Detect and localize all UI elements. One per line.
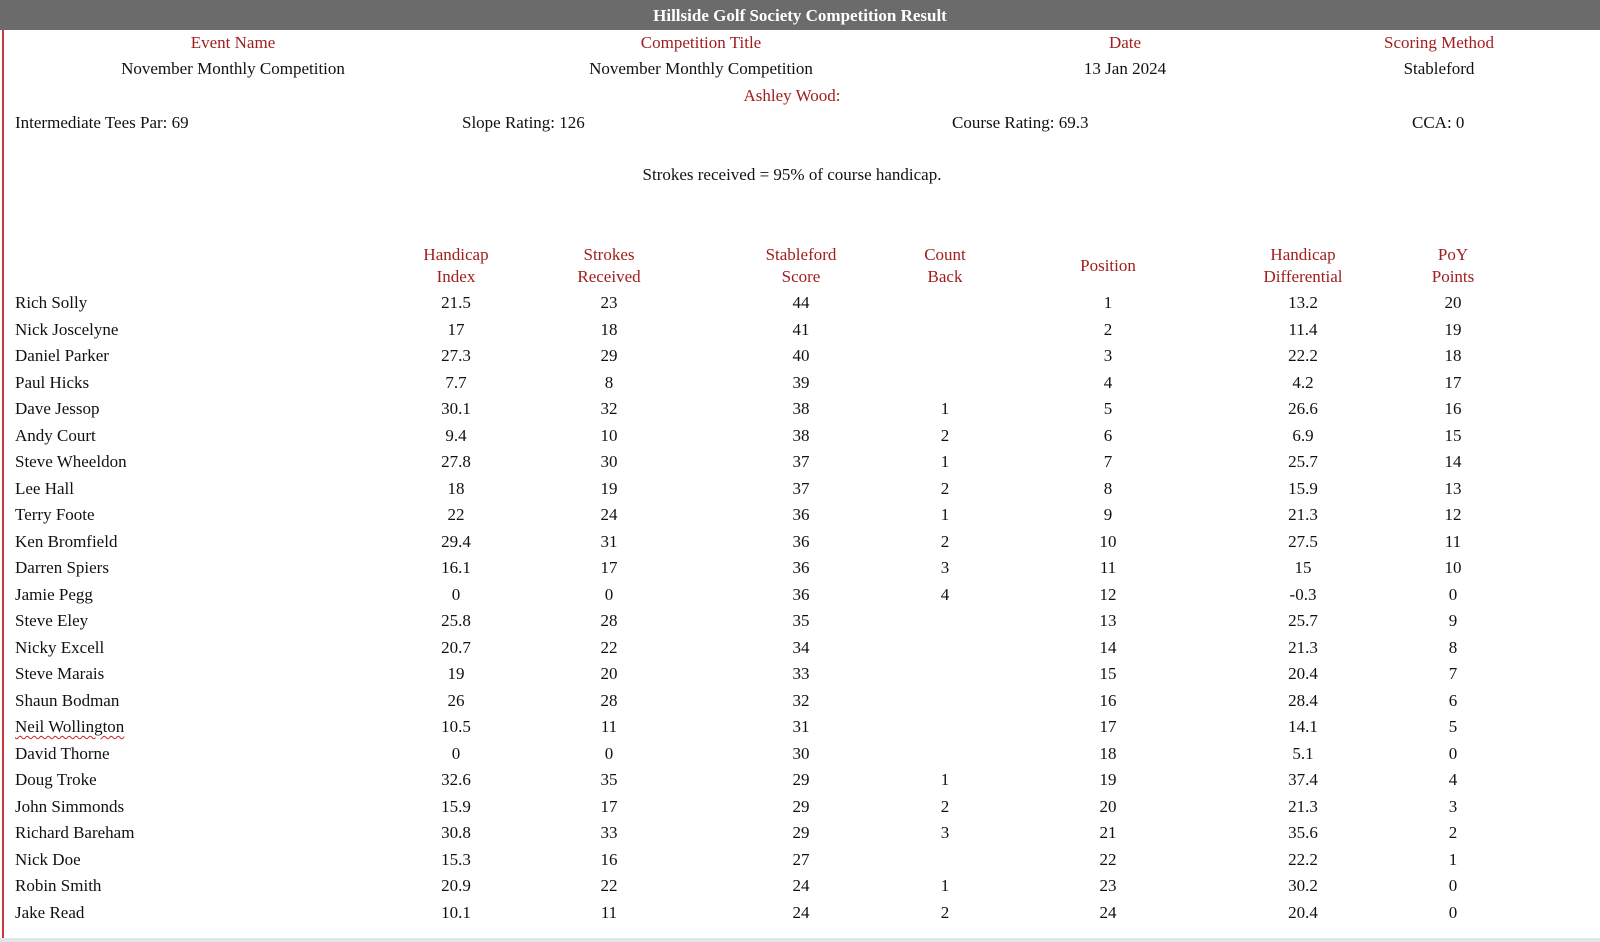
count-back: 1 <box>940 505 950 524</box>
stableford-score: 38 <box>792 425 810 445</box>
handicap-index: 21.5 <box>441 293 471 312</box>
player-name: Jamie Pegg <box>15 584 93 604</box>
stableford-score: 29 <box>792 823 810 842</box>
table-row <box>0 369 1600 396</box>
handicap-index: 32.6 <box>441 770 471 789</box>
table-row <box>0 872 1600 899</box>
handicap-differential: -0.3 <box>1289 584 1317 604</box>
report-title: Hillside Golf Society Competition Result <box>0 0 1600 30</box>
stableford-score: 35 <box>792 611 810 630</box>
handicap-differential: 5.1 <box>1292 743 1314 763</box>
player-name: Lee Hall <box>15 478 74 498</box>
table-row <box>0 660 1600 687</box>
player-name: Robin Smith <box>15 876 102 895</box>
table-row <box>0 554 1600 581</box>
stableford-score: 41 <box>792 319 810 339</box>
player-name: Darren Spiers <box>15 558 109 577</box>
table-row <box>0 448 1600 475</box>
stableford-score: 34 <box>792 637 810 657</box>
col-header-position: Position <box>1080 256 1136 275</box>
count-back: 1 <box>940 399 950 418</box>
count-back: 1 <box>940 770 950 789</box>
table-row <box>0 581 1600 608</box>
handicap-index: 26 <box>447 690 465 710</box>
position: 24 <box>1099 902 1117 922</box>
poy-points: 4 <box>1448 770 1458 789</box>
position: 23 <box>1099 876 1117 895</box>
player-name: Jake Read <box>15 902 85 922</box>
handicap-index: 17 <box>447 319 465 339</box>
handicap-index: 20.9 <box>441 876 471 895</box>
handicap-differential: 6.9 <box>1292 425 1314 445</box>
handicap-differential: 20.4 <box>1288 664 1318 683</box>
table-row <box>0 607 1600 634</box>
strokes-received: 22 <box>600 876 618 895</box>
strokes-received: 11 <box>600 717 618 736</box>
position: 22 <box>1099 849 1117 869</box>
player-name: Doug Troke <box>15 770 97 789</box>
poy-points: 0 <box>1448 584 1458 604</box>
position: 4 <box>1103 372 1113 392</box>
col-header-line: Strokes <box>583 245 635 264</box>
table-row <box>0 395 1600 422</box>
handicap-differential: 4.2 <box>1292 372 1314 392</box>
col-header-line: PoY <box>1437 245 1469 264</box>
poy-points: 0 <box>1448 876 1458 895</box>
stableford-score: 44 <box>792 293 810 312</box>
position: 16 <box>1099 690 1117 710</box>
handicap-differential: 27.5 <box>1288 531 1318 551</box>
competition-title-label: Competition Title <box>640 33 762 52</box>
player-name: Terry Foote <box>15 505 95 524</box>
handicap-differential: 37.4 <box>1288 770 1318 789</box>
position: 15 <box>1099 664 1117 683</box>
player-name: Nick Joscelyne <box>15 319 119 339</box>
player-name: Steve Wheeldon <box>15 452 127 471</box>
player-name: Daniel Parker <box>15 346 109 365</box>
strokes-received: 18 <box>600 319 618 339</box>
position: 21 <box>1099 823 1117 842</box>
handicap-differential: 15 <box>1294 558 1312 577</box>
handicap-differential: 21.3 <box>1288 637 1318 657</box>
handicap-index: 18 <box>447 478 465 498</box>
competition-title-value: November Monthly Competition <box>589 59 813 78</box>
stableford-score: 24 <box>792 902 810 922</box>
strokes-received: 24 <box>600 505 618 524</box>
strokes-received: 8 <box>604 372 614 392</box>
handicap-differential: 15.9 <box>1288 478 1318 498</box>
player-name: Neil Wollington <box>15 717 125 736</box>
stableford-score: 29 <box>792 770 810 789</box>
slope-rating: Slope Rating: 126 <box>462 113 585 132</box>
strokes-received: 11 <box>600 902 618 922</box>
stableford-score: 31 <box>792 717 810 736</box>
handicap-index: 19 <box>447 664 465 683</box>
handicap-index: 9.4 <box>445 425 467 445</box>
count-back: 2 <box>940 902 950 922</box>
handicap-index: 29.4 <box>441 531 471 551</box>
handicap-differential: 13.2 <box>1288 293 1318 312</box>
handicap-differential: 22.2 <box>1288 346 1318 365</box>
scoring-method-value: Stableford <box>1403 59 1475 78</box>
col-header-line: Handicap <box>423 245 489 264</box>
stableford-score: 39 <box>792 372 810 392</box>
strokes-received: 17 <box>600 558 618 577</box>
table-row <box>0 528 1600 555</box>
stableford-score: 27 <box>792 849 810 869</box>
table-row <box>0 634 1600 661</box>
event-name-value: November Monthly Competition <box>121 59 345 78</box>
stableford-score: 32 <box>792 690 810 710</box>
stableford-score: 33 <box>792 664 810 683</box>
handicap-differential: 35.6 <box>1288 823 1318 842</box>
handicap-index: 27.8 <box>441 452 471 471</box>
stableford-score: 36 <box>792 505 810 524</box>
poy-points: 10 <box>1444 558 1462 577</box>
col-header-stableford-score <box>766 244 837 288</box>
strokes-received: 16 <box>600 849 618 869</box>
position: 14 <box>1099 637 1117 657</box>
position: 19 <box>1099 770 1117 789</box>
handicap-differential: 26.6 <box>1288 399 1318 418</box>
poy-points: 3 <box>1448 796 1458 816</box>
col-header-line: Differential <box>1263 267 1343 286</box>
handicap-index: 20.7 <box>441 637 471 657</box>
strokes-received: 19 <box>600 478 618 498</box>
table-row <box>0 289 1600 316</box>
player-name: Steve Marais <box>15 664 105 683</box>
strokes-received: 28 <box>600 611 618 630</box>
player-name: Shaun Bodman <box>15 690 120 710</box>
handicap-index: 30.8 <box>441 823 471 842</box>
poy-points: 19 <box>1444 319 1462 339</box>
table-row <box>0 687 1600 714</box>
position: 1 <box>1103 293 1113 312</box>
col-header-line: Count <box>924 245 966 264</box>
position: 6 <box>1103 425 1113 445</box>
poy-points: 17 <box>1444 372 1462 392</box>
table-row <box>0 819 1600 846</box>
poy-points: 5 <box>1448 717 1458 736</box>
col-header-handicap-index <box>423 244 488 288</box>
position: 2 <box>1103 319 1113 339</box>
player-name: Steve Eley <box>15 611 89 630</box>
table-row <box>0 422 1600 449</box>
handicap-index: 0 <box>451 743 461 763</box>
table-row <box>0 501 1600 528</box>
poy-points: 13 <box>1444 478 1462 498</box>
table-row <box>0 766 1600 793</box>
position: 9 <box>1103 505 1113 524</box>
player-name: Nicky Excell <box>15 637 105 657</box>
strokes-received: 33 <box>600 823 618 842</box>
poy-points: 20 <box>1444 293 1462 312</box>
position: 18 <box>1099 743 1117 763</box>
strokes-received: 10 <box>600 425 618 445</box>
player-name: Paul Hicks <box>15 372 90 392</box>
stableford-score: 36 <box>792 531 810 551</box>
poy-points: 0 <box>1448 902 1458 922</box>
table-row <box>0 740 1600 767</box>
stableford-score: 37 <box>792 478 810 498</box>
course-name: Ashley Wood: <box>743 86 841 105</box>
position: 17 <box>1099 717 1117 736</box>
player-name: Nick Doe <box>15 849 81 869</box>
table-row <box>0 316 1600 343</box>
count-back: 3 <box>940 823 950 842</box>
stableford-score: 24 <box>792 876 810 895</box>
handicap-index: 22 <box>447 505 465 524</box>
count-back: 1 <box>940 876 950 895</box>
stableford-score: 38 <box>792 399 810 418</box>
col-header-line: Stableford <box>765 245 837 264</box>
table-row <box>0 793 1600 820</box>
position: 8 <box>1103 478 1113 498</box>
event-name-label: Event Name <box>190 33 276 52</box>
player-name: Rich Solly <box>15 293 88 312</box>
strokes-received: 17 <box>600 796 618 816</box>
handicap-index: 15.9 <box>441 796 471 816</box>
player-name: Richard Bareham <box>15 823 135 842</box>
date-label: Date <box>1108 33 1142 52</box>
date-value: 13 Jan 2024 <box>1083 59 1167 78</box>
poy-points: 6 <box>1448 690 1458 710</box>
table-row <box>0 846 1600 873</box>
handicap-differential: 28.4 <box>1288 690 1318 710</box>
position: 20 <box>1099 796 1117 816</box>
handicap-differential: 25.7 <box>1288 452 1318 471</box>
col-header-line: Points <box>1431 267 1475 286</box>
handicap-differential: 25.7 <box>1288 611 1318 630</box>
strokes-received: 30 <box>600 452 618 471</box>
scoring-method-label: Scoring Method <box>1383 33 1495 52</box>
strokes-received: 0 <box>604 584 614 604</box>
handicap-index: 15.3 <box>441 849 471 869</box>
col-header-line: Handicap <box>1270 245 1336 264</box>
strokes-received: 0 <box>604 743 614 763</box>
player-name: Ken Bromfield <box>15 531 118 551</box>
table-row <box>0 713 1600 740</box>
table-row <box>0 475 1600 502</box>
col-header-line: Index <box>436 267 476 286</box>
handicap-index: 7.7 <box>445 372 467 392</box>
poy-points: 15 <box>1444 425 1462 445</box>
position: 5 <box>1103 399 1113 418</box>
strokes-received: 29 <box>600 346 618 365</box>
handicap-differential: 22.2 <box>1288 849 1318 869</box>
handicap-index: 25.8 <box>441 611 471 630</box>
position: 7 <box>1103 452 1113 471</box>
strokes-received: 32 <box>600 399 618 418</box>
col-header-count-back <box>924 244 966 288</box>
col-header-strokes-received <box>577 244 640 288</box>
poy-points: 8 <box>1448 637 1458 657</box>
course-rating: Course Rating: 69.3 <box>952 113 1089 132</box>
strokes-received: 31 <box>600 531 618 551</box>
stableford-score: 37 <box>792 452 810 471</box>
count-back: 2 <box>940 425 950 445</box>
handicap-index: 27.3 <box>441 346 471 365</box>
position: 13 <box>1099 611 1117 630</box>
handicap-differential: 20.4 <box>1288 902 1318 922</box>
handicap-differential: 14.1 <box>1288 717 1318 736</box>
poy-points: 18 <box>1444 346 1462 365</box>
cca: CCA: 0 <box>1412 113 1465 132</box>
handicap-index: 0 <box>451 584 461 604</box>
handicap-differential: 21.3 <box>1288 505 1318 524</box>
count-back: 3 <box>940 558 950 577</box>
count-back: 1 <box>940 452 950 471</box>
col-header-line: Score <box>781 267 821 286</box>
poy-points: 12 <box>1444 505 1462 524</box>
stableford-score: 30 <box>792 743 810 763</box>
strokes-received: 28 <box>600 690 618 710</box>
position: 12 <box>1099 584 1117 604</box>
poy-points: 14 <box>1444 452 1462 471</box>
table-row <box>0 342 1600 369</box>
handicap-index: 10.5 <box>441 717 471 736</box>
count-back: 2 <box>940 531 950 551</box>
strokes-received: 20 <box>600 664 618 683</box>
stableford-score: 36 <box>792 558 810 577</box>
handicap-note: Strokes received = 95% of course handicap. <box>642 165 942 184</box>
bottom-edge <box>0 938 1600 942</box>
handicap-index: 30.1 <box>441 399 471 418</box>
col-header-poy-points <box>1432 244 1475 288</box>
poy-points: 2 <box>1448 823 1458 842</box>
count-back: 2 <box>940 796 950 816</box>
strokes-received: 35 <box>600 770 618 789</box>
poy-points: 7 <box>1448 664 1458 683</box>
position: 3 <box>1103 346 1113 365</box>
stableford-score: 29 <box>792 796 810 816</box>
player-name: David Thorne <box>15 743 110 763</box>
handicap-differential: 30.2 <box>1288 876 1318 895</box>
tees-par: Intermediate Tees Par: 69 <box>15 113 189 132</box>
count-back: 2 <box>940 478 950 498</box>
count-back: 4 <box>940 584 950 604</box>
handicap-differential: 11.4 <box>1288 319 1318 339</box>
position: 11 <box>1099 558 1117 577</box>
stableford-score: 40 <box>792 346 810 365</box>
position: 10 <box>1099 531 1117 551</box>
poy-points: 9 <box>1448 611 1458 630</box>
poy-points: 1 <box>1448 849 1458 869</box>
table-row <box>0 899 1600 926</box>
col-header-handicap-differential <box>1264 244 1343 288</box>
player-name: John Simmonds <box>15 796 125 816</box>
strokes-received: 23 <box>600 293 618 312</box>
col-header-line: Received <box>577 267 641 286</box>
poy-points: 11 <box>1444 531 1462 551</box>
player-name: Andy Court <box>15 425 96 445</box>
player-name: Dave Jessop <box>15 399 100 418</box>
poy-points: 0 <box>1448 743 1458 763</box>
handicap-index: 16.1 <box>441 558 471 577</box>
col-header-line: Back <box>927 267 963 286</box>
strokes-received: 22 <box>600 637 618 657</box>
handicap-index: 10.1 <box>441 902 471 922</box>
poy-points: 16 <box>1444 399 1462 418</box>
handicap-differential: 21.3 <box>1288 796 1318 816</box>
stableford-score: 36 <box>792 584 810 604</box>
